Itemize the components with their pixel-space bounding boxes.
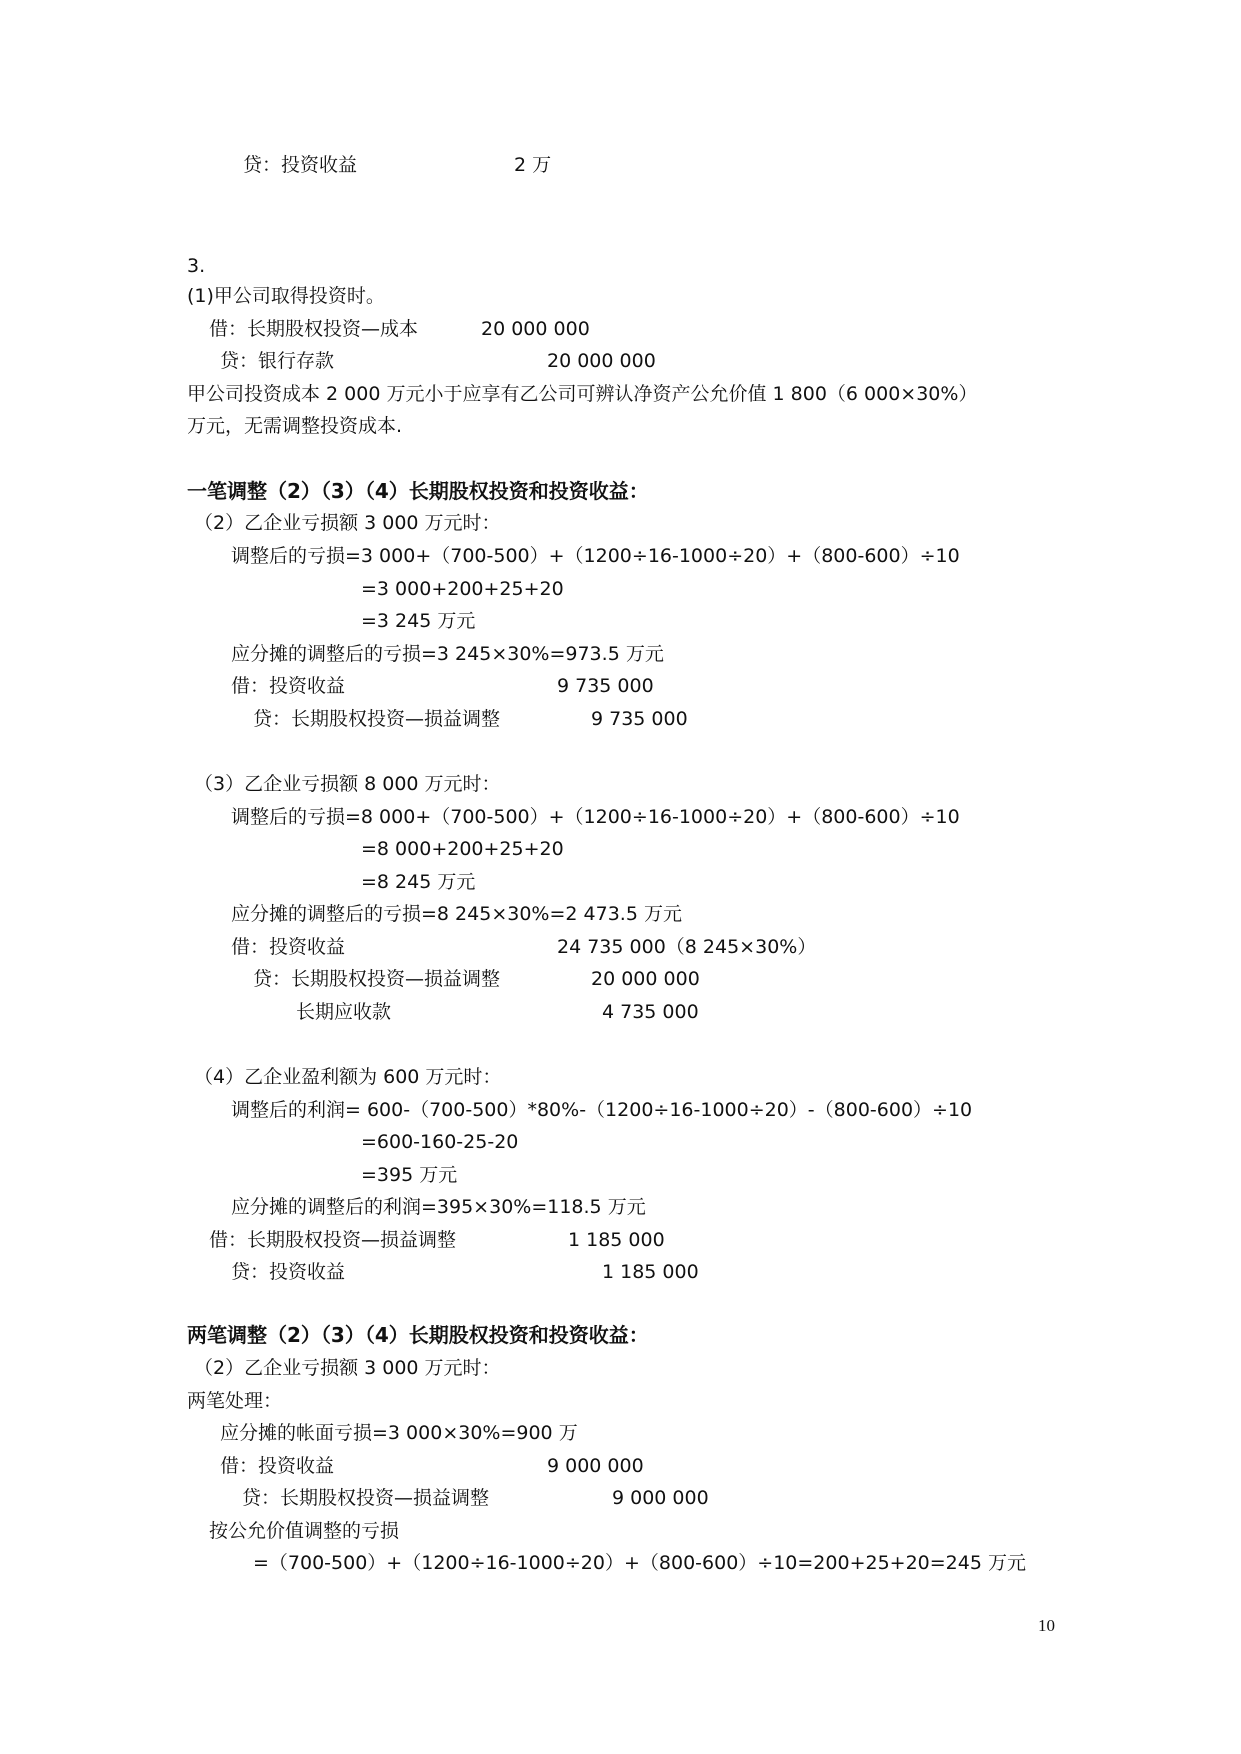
section-heading: 两笔调整（2）（3）（4）长期股权投资和投资收益： — [187, 1323, 649, 1347]
text-line: 万元，无需调整投资成本. — [187, 415, 403, 437]
text-line: 借：投资收益 — [231, 675, 346, 697]
text-line: =600-160-25-20 — [361, 1131, 519, 1153]
text-line: 按公允价值调整的亏损 — [209, 1520, 400, 1542]
text-line: 20 000 000 — [547, 350, 656, 372]
text-line: 借：投资收益 — [220, 1455, 335, 1477]
text-line: 贷：长期股权投资—损益调整 — [253, 708, 501, 730]
text-line: （2）乙企业亏损额 3 000 万元时： — [194, 512, 501, 534]
text-line: 贷：投资收益 — [243, 154, 358, 176]
text-line: 调整后的亏损=3 000+（700-500）+（1200÷16-1000÷20）+（800-600）÷10 — [231, 545, 960, 567]
text-line: (1)甲公司取得投资时。 — [187, 285, 385, 307]
text-line: 9 000 000 — [612, 1487, 709, 1509]
text-line: （4）乙企业盈利额为 600 万元时： — [194, 1066, 502, 1088]
text-line: 甲公司投资成本 2 000 万元小于应享有乙公司可辨认净资产公允价值 1 800（6 000×30%） — [187, 383, 978, 405]
text-line: 24 735 000（8 245×30%） — [557, 936, 817, 958]
text-line: 1 185 000 — [602, 1261, 699, 1283]
text-line: （2）乙企业亏损额 3 000 万元时： — [194, 1357, 501, 1379]
text-line: =8 245 万元 — [361, 871, 476, 893]
text-line: 贷：长期股权投资—损益调整 — [242, 1487, 490, 1509]
text-line: =3 000+200+25+20 — [361, 578, 564, 600]
text-line: 两笔处理： — [187, 1390, 283, 1412]
text-line: 9 000 000 — [547, 1455, 644, 1477]
text-line: 2 万 — [514, 154, 552, 176]
text-line: 借：长期股权投资—损益调整 — [209, 1229, 457, 1251]
text-line: 应分摊的帐面亏损=3 000×30%=900 万 — [220, 1422, 578, 1444]
text-line: 9 735 000 — [557, 675, 654, 697]
text-line: 借：长期股权投资—成本 — [209, 318, 419, 340]
text-line: 贷：银行存款 — [220, 350, 335, 372]
text-line: 调整后的利润= 600-（700-500）*80%-（1200÷16-1000÷20）-（800-600）÷10 — [231, 1099, 973, 1121]
page-number: 10 — [1038, 1616, 1055, 1635]
text-line: 20 000 000 — [481, 318, 590, 340]
text-line: 9 735 000 — [591, 708, 688, 730]
section-heading: 一笔调整（2）（3）（4）长期股权投资和投资收益： — [187, 479, 649, 503]
text-line: 长期应收款 — [296, 1001, 392, 1023]
text-line: 20 000 000 — [591, 968, 700, 990]
text-line: =3 245 万元 — [361, 610, 476, 632]
text-line: =395 万元 — [361, 1164, 458, 1186]
text-line: （3）乙企业亏损额 8 000 万元时： — [194, 773, 501, 795]
text-line: 应分摊的调整后的利润=395×30%=118.5 万元 — [231, 1196, 646, 1218]
text-line: 应分摊的调整后的亏损=8 245×30%=2 473.5 万元 — [231, 903, 682, 925]
text-line: 应分摊的调整后的亏损=3 245×30%=973.5 万元 — [231, 643, 664, 665]
text-line: 3. — [187, 255, 206, 277]
text-line: 1 185 000 — [568, 1229, 665, 1251]
text-line: =（700-500）+（1200÷16-1000÷20）+（800-600）÷10=200+25+20=245 万元 — [253, 1552, 1026, 1574]
text-line: 借：投资收益 — [231, 936, 346, 958]
text-line: 4 735 000 — [602, 1001, 699, 1023]
text-line: 贷：长期股权投资—损益调整 — [253, 968, 501, 990]
text-line: =8 000+200+25+20 — [361, 838, 564, 860]
text-line: 贷：投资收益 — [231, 1261, 346, 1283]
text-line: 调整后的亏损=8 000+（700-500）+（1200÷16-1000÷20）+（800-600）÷10 — [231, 806, 960, 828]
